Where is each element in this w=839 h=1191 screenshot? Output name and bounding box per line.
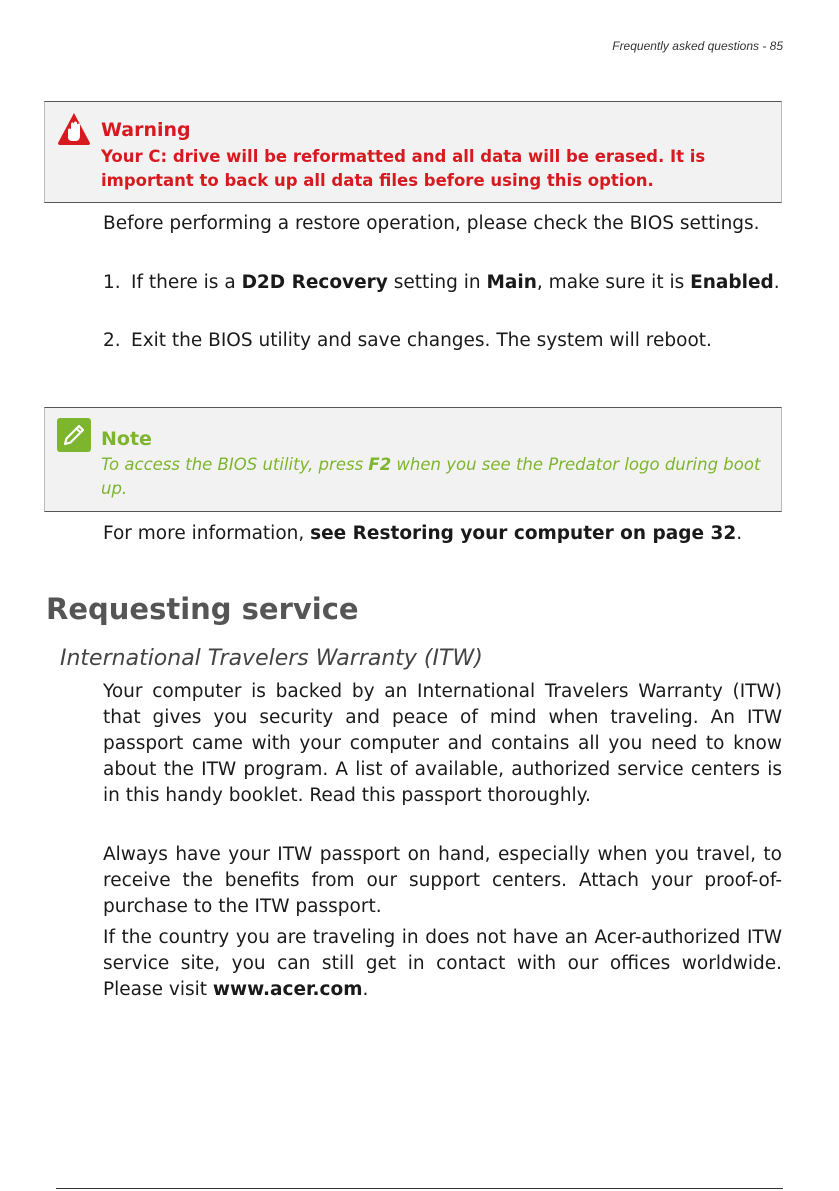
acer-link[interactable]: www.acer.com [212,979,363,1000]
warning-title: Warning [101,119,191,141]
warning-text: Your C: drive will be reformatted and all data will be erased. It is important to back up all data files before using this option. [101,147,706,190]
note-title: Note [101,428,152,450]
section-subheading: International Travelers Warranty (ITW) [60,646,483,671]
step-2: Exit the BIOS utility and save changes. The system will reboot. [131,330,712,351]
footer-rule [56,1188,783,1189]
note-callout [44,407,782,512]
note-text: To access the BIOS utility, press F2 when you see the Predator logo during boot up. [101,455,761,498]
pencil-icon [57,418,91,452]
page-header: Frequently asked questions - 85 [612,39,783,53]
warning-hand-icon [57,112,91,146]
warning-callout [44,101,782,203]
restoring-link[interactable]: see Restoring your computer on page 32 [310,523,737,544]
more-info: For more information, see Restoring your computer on page 32. [103,523,743,544]
itw-paragraph-3: If the country you are traveling in does not have an Acer-authorized ITW service site, you can still get in contact with our offices worldwide. Please visit www.acer.com. [103,927,782,1000]
section-heading: Requesting service [46,592,359,626]
step-2-number: 2. [103,330,121,351]
itw-paragraph-2: Always have your ITW passport on hand, especially when you travel, to receive the benefits from our support centers. Attach your proof-of-purchase to the ITW passport. [103,844,782,917]
restore-intro: Before performing a restore operation, please check the BIOS settings. [103,213,760,234]
itw-paragraph-1: Your computer is backed by an International Travelers Warranty (ITW) that gives you security and peace of mind when traveling. An ITW passport came with your computer and contains all you need to know about the ITW program. A list of available, authorized service centers is in this handy booklet. Read this passport thoroughly. [103,681,782,806]
step-1-number: 1. [103,272,121,293]
step-1: If there is a D2D Recovery setting in Main, make sure it is Enabled. [131,272,780,293]
